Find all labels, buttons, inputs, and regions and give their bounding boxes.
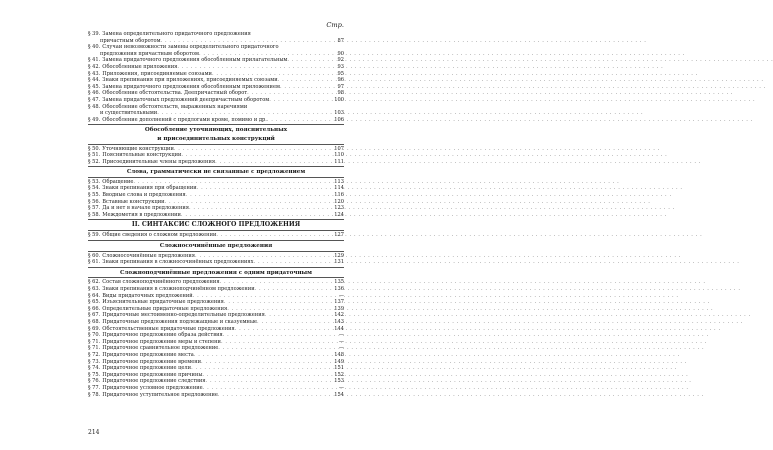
section-divider <box>88 166 344 167</box>
toc-entry[interactable] <box>88 259 344 266</box>
leader-dots <box>257 319 332 326</box>
toc-entry[interactable] <box>88 199 344 206</box>
entry-page: 114 <box>334 185 344 192</box>
section-divider <box>88 177 344 178</box>
entry-title: Придаточное сравнительное предложение <box>102 345 219 352</box>
entry-title: Придаточные предложения подлежащные и сказуемные <box>102 318 258 325</box>
leader-dots <box>223 332 332 339</box>
section-number: § 59. <box>88 232 101 239</box>
toc-entry[interactable] <box>88 117 344 124</box>
leader-dots <box>280 84 332 91</box>
entry-page: 103 <box>334 110 344 117</box>
entry-page: 96 <box>337 77 344 84</box>
part-title: II. СИНТАКСИС СЛОЖНОГО ПРЕДЛОЖЕНИЯ <box>131 221 301 229</box>
entry-title: Замена придаточных предложений деепричастным оборотом <box>102 96 270 103</box>
section-number: § 73. <box>88 358 101 365</box>
page-column-header: Стр. <box>326 21 344 29</box>
entry-title: Замена придаточного предложения обособленным приложением <box>102 83 280 90</box>
entry-page: 143 <box>334 318 344 325</box>
entry-title: Присоединительные члены предложения <box>102 158 216 165</box>
entry-page: 136 <box>334 286 344 292</box>
leader-dots <box>177 64 332 71</box>
entry-title: Придаточное предложение времени <box>102 358 202 365</box>
entry-page: 106 <box>334 116 344 123</box>
section-heading: Сложносочинённые предложения <box>159 243 273 250</box>
section-number: § 49. <box>88 116 101 123</box>
section-divider <box>88 144 344 145</box>
leader-dots <box>269 97 332 104</box>
entry-page: 93 <box>337 63 344 70</box>
toc-entry[interactable] <box>88 306 344 313</box>
toc-entry[interactable] <box>88 339 344 346</box>
toc-entry[interactable] <box>88 279 344 286</box>
toc-entry[interactable] <box>88 97 344 104</box>
toc-section <box>88 240 344 266</box>
toc-entry[interactable] <box>88 31 344 38</box>
section-number: § 47. <box>88 96 101 103</box>
leader-dots <box>181 212 332 219</box>
entry-page: 124 <box>334 211 344 218</box>
section-heading: и присоединительных конструкций <box>157 135 275 142</box>
toc-entry[interactable] <box>88 152 344 159</box>
section-number: § 42. <box>88 63 101 70</box>
toc-entry[interactable] <box>88 57 344 64</box>
toc-entry[interactable] <box>88 352 344 359</box>
leader-dots <box>174 146 332 153</box>
leader-dots <box>247 90 332 97</box>
toc-entry[interactable] <box>88 293 344 300</box>
entry-page: 154 <box>334 391 344 398</box>
section-number: § 51. <box>88 152 101 159</box>
section-number: § 75. <box>88 371 101 378</box>
entry-title: Придаточное предложение цели <box>102 365 192 372</box>
section-divider <box>88 267 344 268</box>
leader-dots <box>216 232 332 239</box>
toc-section <box>88 31 344 123</box>
entry-page: 127 <box>334 232 344 239</box>
entry-page: 116 <box>334 192 344 199</box>
section-number: § 77. <box>88 384 101 391</box>
entry-title: Обособление обстоятельств, выраженных наречиями <box>102 103 248 110</box>
table-of-contents <box>88 20 344 398</box>
section-number: § 58. <box>88 211 101 218</box>
entry-page: 110 <box>334 152 344 159</box>
toc-entry[interactable] <box>88 90 344 97</box>
entry-page: 95 <box>337 70 344 77</box>
section-number: § 60. <box>88 252 101 259</box>
section-number: § 61. <box>88 259 101 266</box>
entry-page: 142 <box>334 312 344 319</box>
entry-title: Междометия в предложении <box>102 211 181 218</box>
toc-section <box>88 166 344 218</box>
entry-title: Придаточные местоименно-определительные предложения <box>102 312 265 319</box>
entry-page: — <box>338 345 344 352</box>
entry-title: Обстоятельственные придаточные предложения <box>102 325 235 332</box>
leader-dots <box>189 205 332 212</box>
entry-page: 107 <box>334 145 344 152</box>
entry-page: 152 <box>334 371 344 378</box>
section-number: § 44. <box>88 77 101 84</box>
toc-entry[interactable] <box>88 205 344 212</box>
section-number: § 78. <box>88 391 101 398</box>
toc-entry[interactable] <box>88 64 344 71</box>
section-number: § 70. <box>88 332 101 339</box>
section-number: § 55. <box>88 192 101 199</box>
toc-entry[interactable] <box>88 359 344 366</box>
section-divider <box>88 124 344 125</box>
section-number: § 67. <box>88 312 101 319</box>
toc-entry[interactable] <box>88 212 344 219</box>
entry-title: Придаточное предложение образа действия <box>102 332 223 339</box>
entry-title: Знаки препинания при обращении <box>102 185 197 192</box>
entry-title: Виды придаточных предложений <box>102 292 193 299</box>
section-number: § 63. <box>88 286 101 292</box>
leader-dots <box>224 299 332 306</box>
entry-page: 148 <box>334 351 344 358</box>
leader-dots <box>194 352 332 359</box>
toc-entry[interactable] <box>88 146 344 153</box>
leader-dots <box>203 385 332 392</box>
entry-page: — <box>338 384 344 391</box>
entry-title: Сложносочинённые предложения <box>102 252 196 259</box>
toc-entry[interactable] <box>88 299 344 306</box>
section-heading: Слова, грамматически не связанные с предложением <box>126 169 306 176</box>
leader-dots <box>227 306 332 313</box>
entry-page: — <box>338 338 344 345</box>
toc-entry-continuation[interactable] <box>88 38 344 45</box>
leader-dots <box>287 57 332 64</box>
leader-dots <box>206 378 332 385</box>
toc-entry-continuation[interactable] <box>88 110 344 117</box>
entry-page: 111 <box>334 158 344 165</box>
entry-page: 90 <box>337 50 344 57</box>
leader-dots <box>220 279 332 286</box>
toc-body <box>88 31 344 398</box>
entry-title: Обособление дополнений с предлогами кроме, помимо и др. <box>102 116 267 123</box>
toc-entry[interactable] <box>88 378 344 385</box>
entry-page: 137 <box>334 299 344 306</box>
entry-page: 92 <box>337 57 344 64</box>
entry-page: 87 <box>337 37 344 44</box>
section-number: § 68. <box>88 318 101 325</box>
section-number: § 41. <box>88 57 101 64</box>
leader-dots <box>278 77 332 84</box>
entry-title: Да и нет в начале предложения <box>102 205 189 212</box>
section-number: § 72. <box>88 351 101 358</box>
toc-entry[interactable] <box>88 345 344 352</box>
leader-dots <box>212 71 332 78</box>
entry-title: Замена придаточного предложения обособленным прилагательным <box>102 57 288 64</box>
leader-dots <box>186 192 332 199</box>
entry-title-continuation: предложения причастным оборотом <box>100 50 199 57</box>
section-number: § 45. <box>88 83 101 90</box>
section-number: § 71. <box>88 338 101 345</box>
entry-page: 139 <box>334 305 344 312</box>
toc-entry[interactable] <box>88 385 344 392</box>
leader-dots <box>235 326 332 333</box>
entry-page: 100 <box>334 96 344 103</box>
entry-title: Уточняющие конструкции <box>102 145 174 152</box>
section-number: § 62. <box>88 279 101 286</box>
section-number: § 56. <box>88 198 101 205</box>
toc-entry[interactable] <box>88 232 344 239</box>
section-number: § 40. <box>88 44 101 51</box>
entry-title: Придаточное предложение следствия <box>102 378 206 385</box>
toc-entry[interactable] <box>88 312 344 319</box>
entry-title: Замена определительного придаточного предложения <box>102 31 251 37</box>
leader-dots <box>165 199 332 206</box>
leader-dots <box>221 339 332 346</box>
entry-title: Приложения, присоединяемые союзами <box>102 70 212 77</box>
entry-title: Знаки препинания при приложениях, присоединяемых союзами <box>102 77 278 84</box>
leader-dots <box>161 38 332 45</box>
entry-title: Придаточное предложение причины <box>102 371 203 378</box>
leader-dots <box>255 286 332 293</box>
toc-entry[interactable] <box>88 319 344 326</box>
section-number: § 39. <box>88 31 101 37</box>
toc-entry[interactable] <box>88 392 344 399</box>
entry-title: Общие сведения о сложном предложении <box>102 232 217 239</box>
toc-entry[interactable] <box>88 192 344 199</box>
leader-dots <box>265 312 332 319</box>
entry-page: 144 <box>334 325 344 332</box>
entry-title: Придаточное предложение меры и степени <box>102 338 221 345</box>
toc-entry[interactable] <box>88 332 344 339</box>
section-number: § 46. <box>88 90 101 97</box>
toc-entry[interactable] <box>88 71 344 78</box>
section-number: § 64. <box>88 292 101 299</box>
section-divider <box>88 251 344 252</box>
entry-title: Случаи невозможности замены определительного придаточного <box>102 44 279 51</box>
toc-entry[interactable] <box>88 365 344 372</box>
entry-title: Обособление обстоятельства. Деепричастный оборот <box>102 90 248 97</box>
leader-dots <box>181 152 332 159</box>
entry-page: 120 <box>334 198 344 205</box>
toc-entry[interactable] <box>88 372 344 379</box>
leader-dots <box>215 159 332 166</box>
entry-title: Придаточное уступительное предложение <box>102 391 218 398</box>
entry-page: 123 <box>334 205 344 212</box>
entry-title-continuation: причастным оборотом <box>100 37 161 44</box>
entry-page: 135 <box>334 279 344 286</box>
entry-page: 98 <box>337 90 344 97</box>
toc-entry[interactable] <box>88 77 344 84</box>
leader-dots <box>267 117 332 124</box>
section-heading: Сложноподчинённые предложения с одним придаточным <box>119 269 313 276</box>
toc-entry[interactable] <box>88 44 344 51</box>
leader-dots <box>157 110 332 117</box>
entry-title: Придаточное условное предложение <box>102 384 203 391</box>
toc-section <box>88 219 344 239</box>
entry-title: Обращение <box>102 178 134 185</box>
section-heading: Обособление уточняющих, пояснительных <box>144 127 288 134</box>
section-number: § 50. <box>88 145 101 152</box>
entry-title: Вставные конструкции <box>102 198 165 205</box>
section-number: § 57. <box>88 205 101 212</box>
section-number: § 76. <box>88 378 101 385</box>
entry-title: Обособленные приложения <box>102 63 178 70</box>
entry-page: 129 <box>334 252 344 259</box>
section-number: § 65. <box>88 299 101 306</box>
leader-dots <box>202 372 332 379</box>
section-number: § 74. <box>88 365 101 372</box>
section-number: § 71. <box>88 345 101 352</box>
entry-title: Состав сложноподчинённого предложения <box>102 279 220 286</box>
entry-title-continuation: и существительными <box>100 110 158 117</box>
section-number: § 53. <box>88 178 101 185</box>
leader-dots <box>193 293 332 300</box>
page-number: 214 <box>88 429 100 436</box>
section-number: § 66. <box>88 305 101 312</box>
section-divider <box>88 240 344 241</box>
entry-title: Пояснительные конструкции <box>102 152 182 159</box>
part-divider <box>88 219 344 220</box>
section-number: § 54. <box>88 185 101 192</box>
entry-title: Придаточное предложение места <box>102 351 194 358</box>
entry-page: — <box>338 332 344 339</box>
entry-page: 151 <box>334 365 344 372</box>
leader-dots <box>197 185 332 192</box>
entry-page: 97 <box>337 83 344 90</box>
toc-section <box>88 124 344 165</box>
toc-section <box>88 267 344 398</box>
section-number: § 43. <box>88 70 101 77</box>
toc-entry[interactable] <box>88 286 344 293</box>
section-number: § 69. <box>88 325 101 332</box>
entry-title: Знаки препинания в сложноподчинённом предложении <box>102 286 255 292</box>
leader-dots <box>191 365 332 372</box>
leader-dots <box>218 392 332 399</box>
toc-entry[interactable] <box>88 185 344 192</box>
entry-title: Вводные слова и предложения <box>102 192 186 199</box>
entry-page: 113 <box>334 178 344 185</box>
entry-page: — <box>338 292 344 299</box>
entry-page: 131 <box>334 259 344 266</box>
toc-entry[interactable] <box>88 104 344 111</box>
leader-dots <box>254 259 332 266</box>
entry-title: Определительные придаточные предложения <box>102 305 228 312</box>
entry-page: 149 <box>334 358 344 365</box>
entry-title: Изъяснительные придаточные предложения <box>102 299 224 306</box>
leader-dots <box>201 359 332 366</box>
toc-entry[interactable] <box>88 159 344 166</box>
section-number: § 52. <box>88 158 101 165</box>
leader-dots <box>218 345 332 352</box>
entry-page: 153 <box>334 378 344 385</box>
entry-title: Знаки препинания в сложносочинённых предложениях <box>102 259 254 266</box>
section-number: § 48. <box>88 103 101 110</box>
